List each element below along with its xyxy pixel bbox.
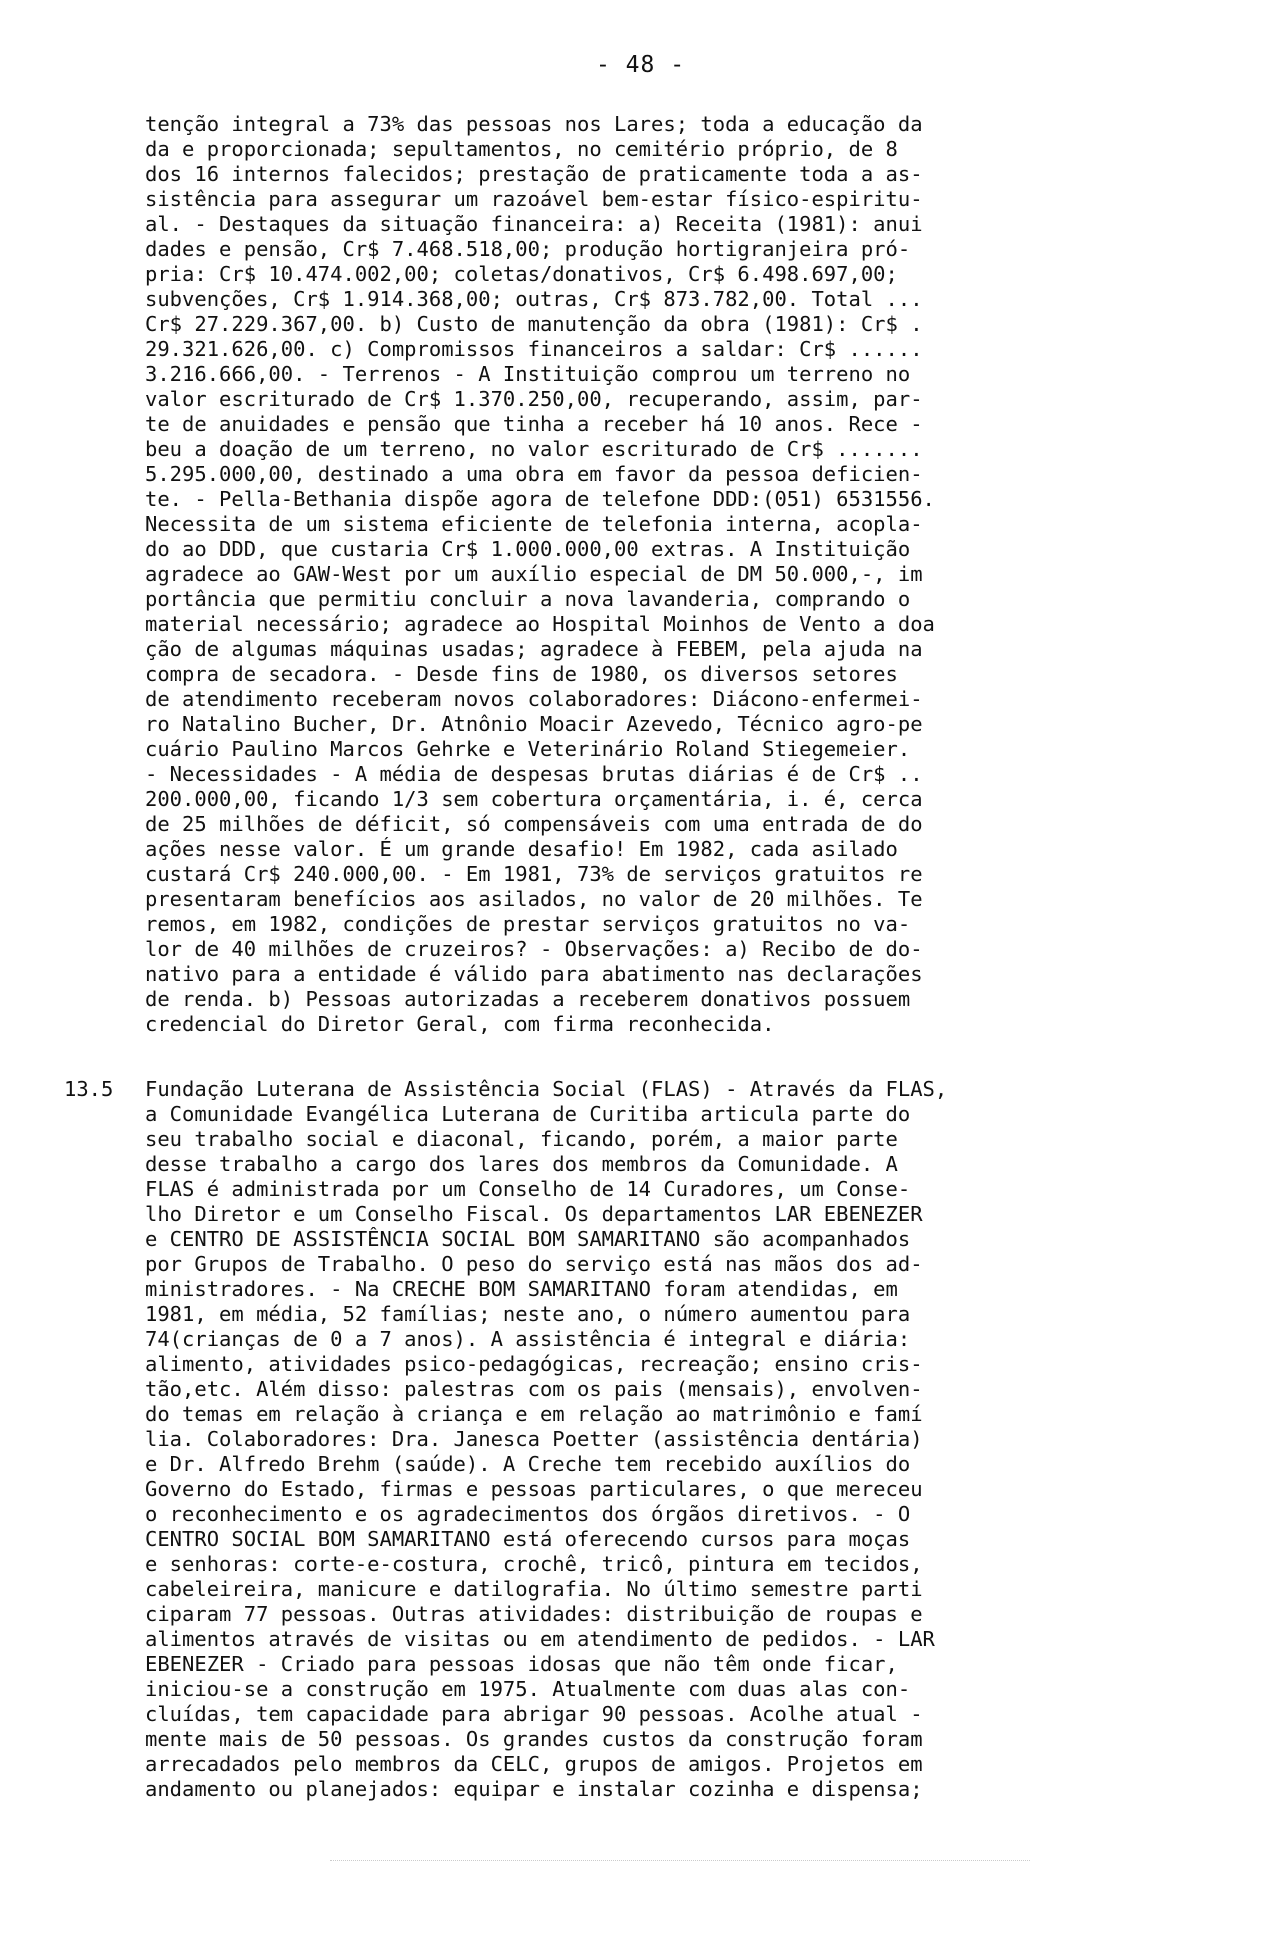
text-line: pria: Cr$ 10.474.002,00; coletas/donativos, Cr$ 6.498.697,00; — [145, 262, 898, 286]
text-line: alimentos através de visitas ou em atendimento de pedidos. - LAR — [145, 1627, 935, 1651]
text-line: te de anuidades e pensão que tinha a receber há 10 anos. Rece - — [145, 412, 923, 436]
text-line: iniciou-se a construção em 1975. Atualmente com duas alas con- — [145, 1677, 911, 1701]
text-line: e Dr. Alfredo Brehm (saúde). A Creche tem recebido auxílios do — [145, 1452, 911, 1476]
section-a-text — [145, 112, 1145, 1037]
text-line: 5.295.000,00, destinado a uma obra em favor da pessoa deficien- — [145, 462, 923, 486]
text-line: 200.000,00, ficando 1/3 sem cobertura orçamentária, i. é, cerca — [145, 787, 923, 811]
text-line: 1981, em média, 52 famílias; neste ano, o número aumentou para — [145, 1302, 911, 1326]
text-line: seu trabalho social e diaconal, ficando, porém, a maior parte — [145, 1127, 898, 1151]
text-line: lia. Colaboradores: Dra. Janesca Poetter (assistência dentária) — [145, 1427, 923, 1451]
text-line: te. - Pella-Bethania dispõe agora de telefone DDD:(051) 6531556. — [145, 487, 935, 511]
text-line: de 25 milhões de déficit, só compensáveis com uma entrada de do — [145, 812, 923, 836]
text-line: Governo do Estado, firmas e pessoas particulares, o que mereceu — [145, 1477, 923, 1501]
text-line: lho Diretor e um Conselho Fiscal. Os departamentos LAR EBENEZER — [145, 1202, 923, 1226]
section-b-text — [145, 1077, 1145, 1802]
text-line: EBENEZER - Criado para pessoas idosas que não têm onde ficar, — [145, 1652, 898, 1676]
text-line: al. - Destaques da situação financeira: a) Receita (1981): anui — [145, 212, 923, 236]
text-line: tão,etc. Além disso: palestras com os pais (mensais), envolven- — [145, 1377, 923, 1401]
text-line: valor escriturado de Cr$ 1.370.250,00, recuperando, assim, par- — [145, 387, 923, 411]
text-line: CENTRO SOCIAL BOM SAMARITANO está oferecendo cursos para moças — [145, 1527, 911, 1551]
text-line: nativo para a entidade é válido para abatimento nas declarações — [145, 962, 923, 986]
text-line: por Grupos de Trabalho. O peso do serviço está nas mãos dos ad- — [145, 1252, 923, 1276]
text-line: ações nesse valor. É um grande desafio! Em 1982, cada asilado — [145, 837, 898, 861]
text-line: portância que permitiu concluir a nova lavanderia, comprando o — [145, 587, 911, 611]
text-line: 74(crianças de 0 a 7 anos). A assistência é integral e diária: — [145, 1327, 911, 1351]
text-line: desse trabalho a cargo dos lares dos membros da Comunidade. A — [145, 1152, 898, 1176]
text-line: Cr$ 27.229.367,00. b) Custo de manutenção da obra (1981): Cr$ . — [145, 312, 923, 336]
text-line: do temas em relação à criança e em relação ao matrimônio e famí — [145, 1402, 923, 1426]
text-line: remos, em 1982, condições de prestar serviços gratuitos no va- — [145, 912, 911, 936]
text-line: cabeleireira, manicure e datilografia. No último semestre parti — [145, 1577, 923, 1601]
section-number: 13.5 — [64, 1077, 114, 1101]
text-line: lor de 40 milhões de cruzeiros? - Observações: a) Recibo de do- — [145, 937, 923, 961]
text-line: e CENTRO DE ASSISTÊNCIA SOCIAL BOM SAMARITANO são acompanhados — [145, 1227, 911, 1251]
text-line: beu a doação de um terreno, no valor escriturado de Cr$ ....... — [145, 437, 923, 461]
text-line: e senhoras: corte-e-costura, crochê, tricô, pintura em tecidos, — [145, 1552, 923, 1576]
text-line: Fundação Luterana de Assistência Social (FLAS) - Através da FLAS, — [145, 1077, 948, 1101]
text-line: dades e pensão, Cr$ 7.468.518,00; produção hortigranjeira pró- — [145, 237, 911, 261]
text-line: 3.216.666,00. - Terrenos - A Instituição comprou um terreno no — [145, 362, 911, 386]
text-line: 29.321.626,00. c) Compromissos financeiros a saldar: Cr$ ...... — [145, 337, 923, 361]
text-line: ção de algumas máquinas usadas; agradece à FEBEM, pela ajuda na — [145, 637, 923, 661]
text-line: do ao DDD, que custaria Cr$ 1.000.000,00 extras. A Instituição — [145, 537, 911, 561]
text-line: andamento ou planejados: equipar e instalar cozinha e dispensa; — [145, 1777, 923, 1801]
text-line: agradece ao GAW-West por um auxílio especial de DM 50.000,-, im — [145, 562, 923, 586]
text-line: arrecadados pelo membros da CELC, grupos de amigos. Projetos em — [145, 1752, 923, 1776]
text-line: FLAS é administrada por um Conselho de 14 Curadores, um Conse- — [145, 1177, 911, 1201]
text-line: credencial do Diretor Geral, com firma reconhecida. — [145, 1012, 775, 1036]
text-line: subvenções, Cr$ 1.914.368,00; outras, Cr$ 873.782,00. Total ... — [145, 287, 923, 311]
text-line: material necessário; agradece ao Hospital Moinhos de Vento a doa — [145, 612, 935, 636]
text-line: ministradores. - Na CRECHE BOM SAMARITANO foram atendidas, em — [145, 1277, 898, 1301]
text-line: presentaram benefícios aos asilados, no valor de 20 milhões. Te — [145, 887, 923, 911]
text-line: tenção integral a 73% das pessoas nos Lares; toda a educação da — [145, 112, 923, 136]
text-line: ciparam 77 pessoas. Outras atividades: distribuição de roupas e — [145, 1602, 923, 1626]
text-line: sistência para assegurar um razoável bem-estar físico-espiritu- — [145, 187, 923, 211]
text-line: de atendimento receberam novos colaboradores: Diácono-enfermei- — [145, 687, 923, 711]
text-line: compra de secadora. - Desde fins de 1980, os diversos setores — [145, 662, 898, 686]
text-line: cuário Paulino Marcos Gehrke e Veterinário Roland Stiegemeier. — [145, 737, 911, 761]
text-line: dos 16 internos falecidos; prestação de praticamente toda a as- — [145, 162, 923, 186]
text-line: custará Cr$ 240.000,00. - Em 1981, 73% de serviços gratuitos re — [145, 862, 923, 886]
text-line: da e proporcionada; sepultamentos, no cemitério próprio, de 8 — [145, 137, 898, 161]
text-line: Necessita de um sistema eficiente de telefonia interna, acopla- — [145, 512, 923, 536]
footer-divider — [330, 1860, 1030, 1861]
text-line: de renda. b) Pessoas autorizadas a receberem donativos possuem — [145, 987, 911, 1011]
text-line: ro Natalino Bucher, Dr. Atnônio Moacir Azevedo, Técnico agro-pe — [145, 712, 923, 736]
text-line: alimento, atividades psico-pedagógicas, recreação; ensino cris- — [145, 1352, 923, 1376]
text-line: mente mais de 50 pessoas. Os grandes custos da construção foram — [145, 1727, 923, 1751]
text-line: a Comunidade Evangélica Luterana de Curitiba articula parte do — [145, 1102, 911, 1126]
text-line: o reconhecimento e os agradecimentos dos órgãos diretivos. - O — [145, 1502, 911, 1526]
text-line: - Necessidades - A média de despesas brutas diárias é de Cr$ .. — [145, 762, 923, 786]
page-number: - 48 - — [595, 52, 686, 78]
text-line: cluídas, tem capacidade para abrigar 90 pessoas. Acolhe atual - — [145, 1702, 923, 1726]
